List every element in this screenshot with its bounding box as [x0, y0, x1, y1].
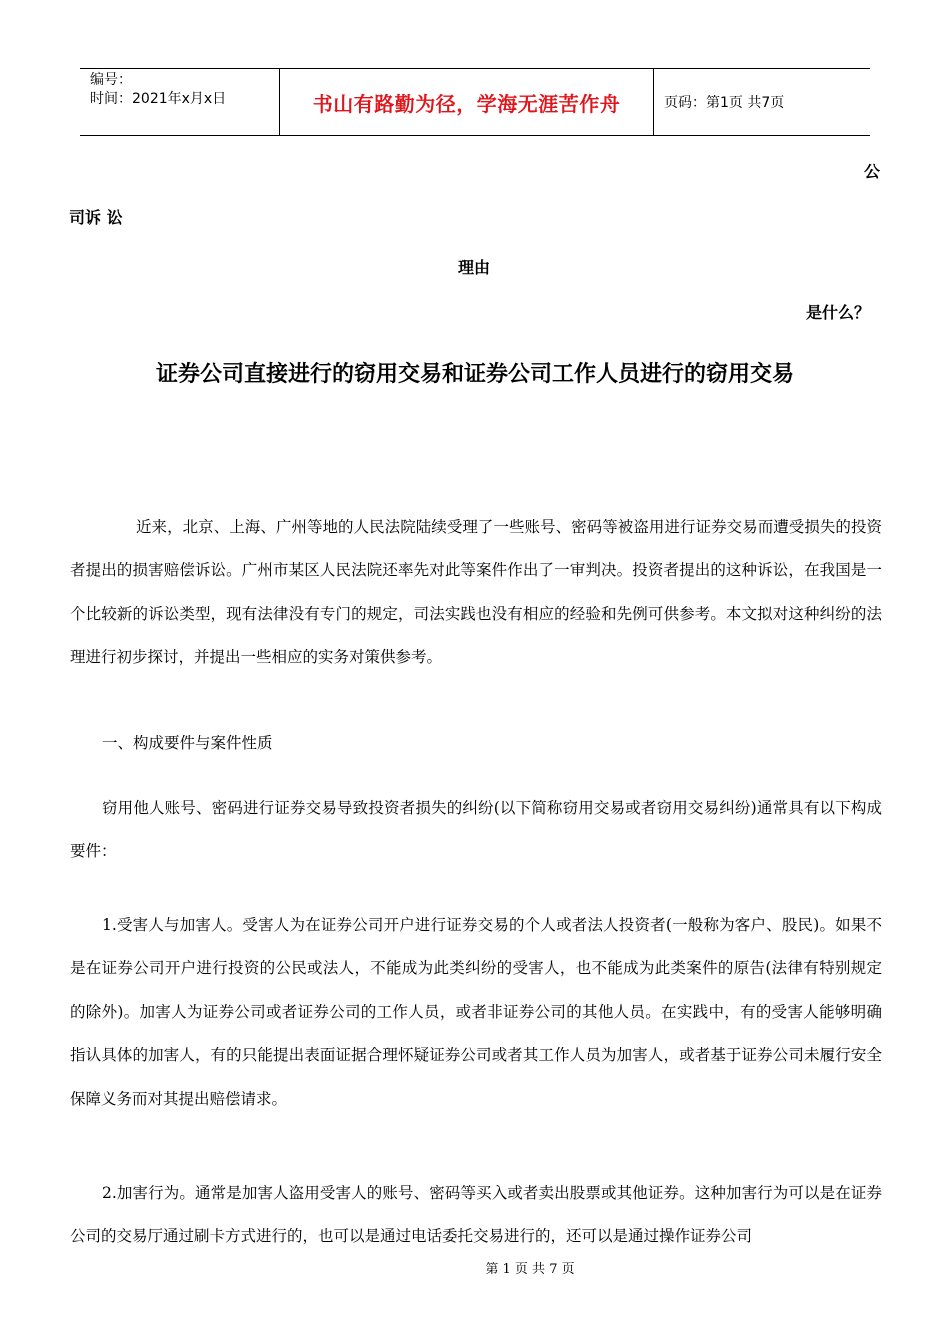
document-title: 证券公司直接进行的窃用交易和证券公司工作人员进行的窃用交易 — [155, 362, 794, 387]
paragraph-intro: 近来，北京、上海、广州等地的人民法院陆续受理了一些账号、密码等被盗用进行证券交易而遭受损失的投资者提出的损害赔偿诉讼。广州市某区人民法院还率先对此等案件作出了一审判决。投资者提出的这种诉讼，在我国是一个比较新的诉讼类型，现有法律没有专门的规定，司法实践也没有相应的经验和先例可供参考。本文拟对这种纠纷的法理进行初步探讨，并提出一些相应的实务对策供参考。 — [70, 518, 882, 667]
section-heading-1: 一、构成要件与案件性质 — [102, 734, 273, 752]
serial-number-label: 编号： — [90, 72, 132, 88]
paragraph-elements-intro: 窃用他人账号、密码进行证券交易导致投资者损失的纠纷(以下简称窃用交易或者窃用交易纠纷)通常具有以下构成要件： — [70, 799, 882, 861]
title-fragment-4: 是什么？ — [806, 303, 871, 322]
header-motto-cell — [280, 69, 654, 135]
header-table — [80, 68, 870, 136]
header-page-cell — [654, 69, 870, 135]
time-label: 时间：2021年x月x日 — [90, 91, 227, 107]
title-fragment-1: 公 — [864, 162, 881, 181]
paragraph-item-1: 1.受害人与加害人。受害人为在证券公司开户进行证券交易的个人或者法人投资者(一般称为客户、股民)。如果不是在证券公司开户进行投资的公民或法人，不能成为此类纠纷的受害人，也不能成为此类案件的原告(法律有特别规定的除外)。加害人为证券公司或者证券公司的工作人员，或者非证券公司的其他人员。在实践中，有的受害人能够明确指认具体的加害人，有的只能提出表面证据合理怀疑证券公司或者其工作人员为加害人，或者基于证券公司未履行安全保障义务而对其提出赔偿请求。 — [70, 916, 882, 1108]
title-fragment-3: 理由 — [458, 258, 491, 277]
page-footer: 第 1 页 共 7 页 — [485, 1262, 575, 1277]
paragraph-item-2: 2.加害行为。通常是加害人盗用受害人的账号、密码等买入或者卖出股票或其他证券。这种加害行为可以是在证券公司的交易厅通过刷卡方式进行的，也可以是通过电话委托交易进行的，还可以是通过操作证券公司 — [70, 1184, 882, 1246]
page-number-label: 页码：第1页 共7页 — [664, 95, 785, 111]
header-info-cell — [80, 69, 280, 135]
title-fragment-2: 司诉 讼 — [69, 208, 123, 227]
motto-text: 书山有路勤为径，学海无涯苦作舟 — [312, 91, 621, 116]
